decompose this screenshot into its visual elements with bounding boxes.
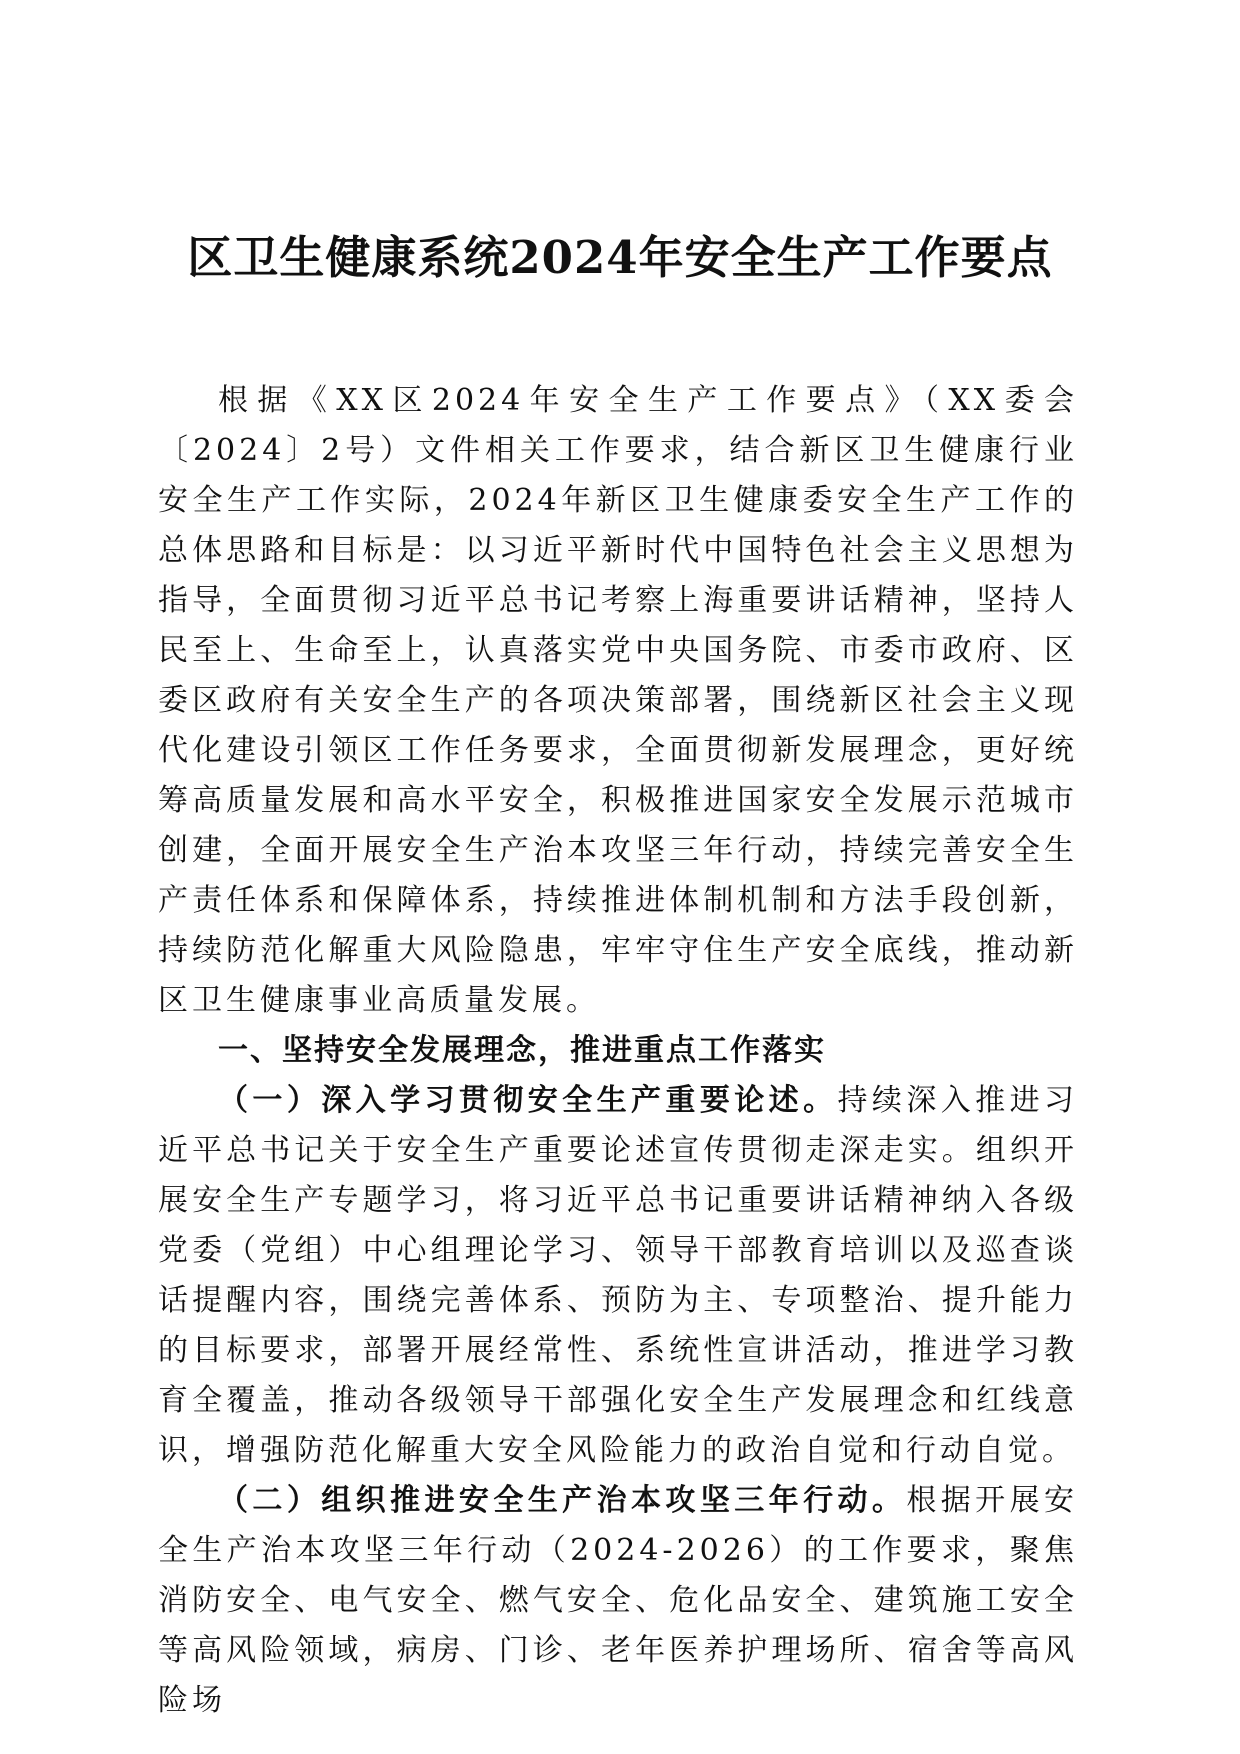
item-paragraph-2 bbox=[158, 1476, 1078, 1726]
document-body bbox=[158, 376, 1078, 1726]
item-paragraph-1 bbox=[158, 1076, 1078, 1476]
intro-paragraph: 根据《XX区2024年安全生产工作要点》（XX委会〔2024〕2号）文件相关工作要求，结合新区卫生健康行业安全生产工作实际，2024年新区卫生健康委安全生产工作的总体思路和目标是：以习近平新时代中国特色社会主义思想为指导，全面贯彻习近平总书记考察上海重要讲话精神，坚持人民至上、生命至上，认真落实党中央国务院、市委市政府、区委区政府有关安全生产的各项决策部署，围绕新区社会主义现代化建设引领区工作任务要求，全面贯彻新发展理念，更好统筹高质量发展和高水平安全，积极推进国家安全发展示范城市创建，全面开展安全生产治本攻坚三年行动，持续完善安全生产责任体系和保障体系，持续推进体制机制和方法手段创新，持续防范化解重大风险隐患，牢牢守住生产安全底线，推动新区卫生健康事业高质量发展。 bbox=[158, 383, 1078, 1018]
item-body-2: 根据开展安全生产治本攻坚三年行动（2024-2026）的工作要求，聚焦消防安全、电气安全、燃气安全、危化品安全、建筑施工安全等高风险领域，病房、门诊、老年医养护理场所、宿舍等高风险场 bbox=[158, 1483, 1079, 1718]
section-heading-1: 一、坚持安全发展理念，推进重点工作落实 bbox=[218, 1033, 826, 1068]
document-title: 区卫生健康系统2024年安全生产工作要点 bbox=[187, 231, 1053, 284]
item-lead-2: （二）组织推进安全生产治本攻坚三年行动。 bbox=[218, 1483, 907, 1518]
item-body-1: 持续深入推进习近平总书记关于安全生产重要论述宣传贯彻走深走实。组织开展安全生产专题学习，将习近平总书记重要讲话精神纳入各级党委（党组）中心组理论学习、领导干部教育培训以及巡查谈话提醒内容，围绕完善体系、预防为主、专项整治、提升能力的目标要求，部署开展经常性、系统性宣讲活动，推进学习教育全覆盖，推动各级领导干部强化安全生产发展理念和红线意识，增强防范化解重大安全风险能力的政治自觉和行动自觉。 bbox=[158, 1083, 1078, 1468]
item-lead-1: （一）深入学习贯彻安全生产重要论述。 bbox=[218, 1083, 838, 1118]
